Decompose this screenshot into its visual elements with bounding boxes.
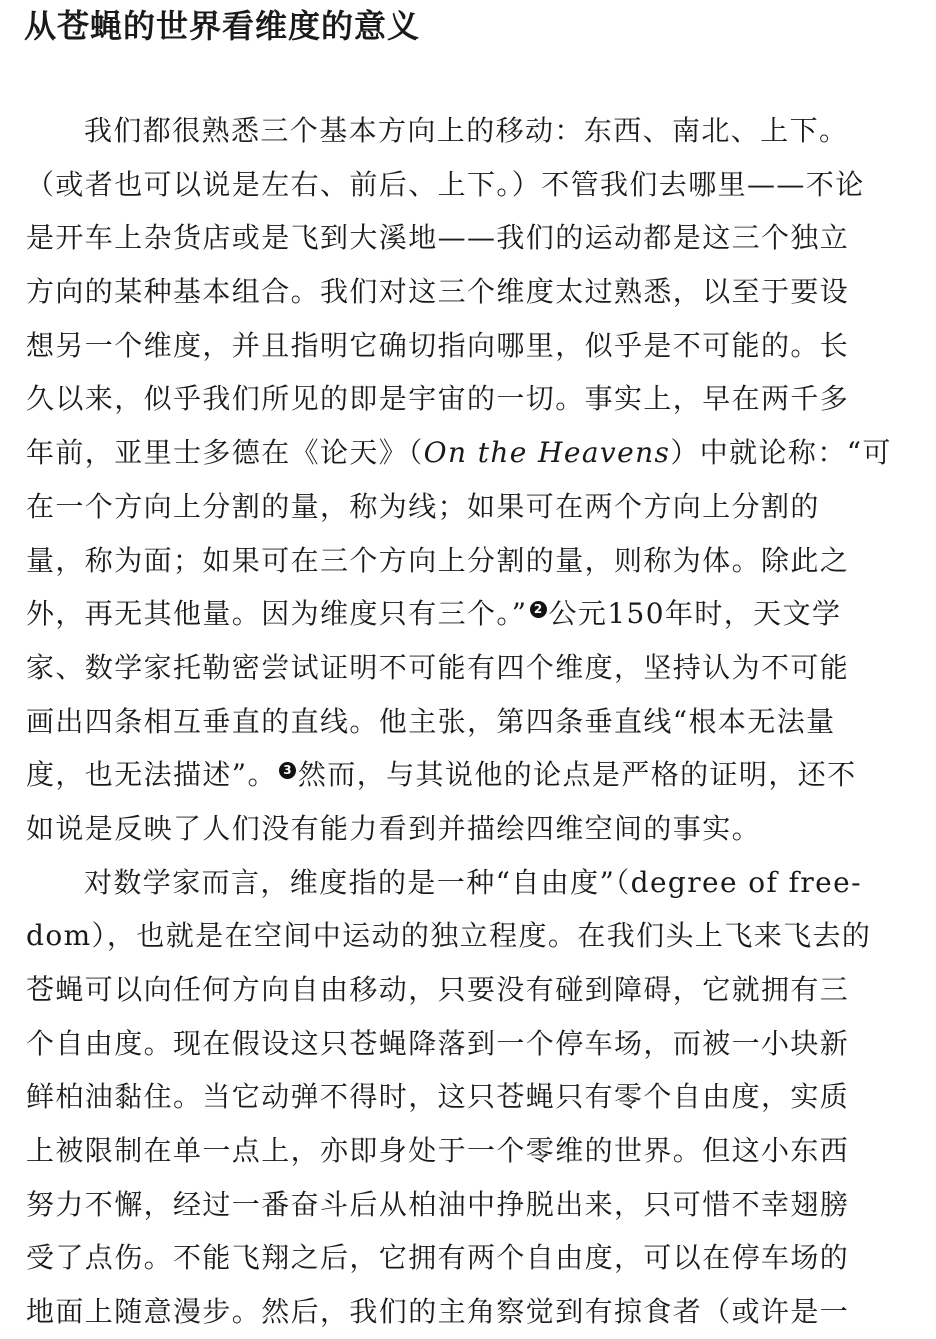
text-segment: ）中就论称：“可 [670, 436, 892, 470]
text-line [26, 426, 906, 480]
text-line [26, 587, 906, 641]
text-line: 我们都很熟悉三个基本方向上的移动：东西、南北、上下。 [84, 114, 849, 147]
text-line: 上被限制在单一点上，亦即身处于一个零维的世界。但这小东西 [26, 1134, 850, 1168]
text-line: 受了点伤。不能飞翔之后，它拥有两个自由度，可以在停车场的 [26, 1241, 850, 1275]
text-line: 鲜柏油黏住。当它动弹不得时，这只苍蝇只有零个自由度，实质 [26, 1080, 850, 1114]
footnote-marker[interactable]: 2 [530, 601, 547, 618]
text-line: 画出四条相互垂直的直线。他主张，第四条垂直线“根本无法量 [26, 704, 836, 738]
text-line: 想另一个维度，并且指明它确切指向哪里，似乎是不可能的。长 [26, 328, 850, 362]
text-line: 方向的某种基本组合。我们对这三个维度太过熟悉，以至于要设 [26, 275, 850, 309]
text-line: 个自由度。现在假设这只苍蝇降落到一个停车场，而被一小块新 [26, 1026, 850, 1060]
text-segment: 外，再无其他量。因为维度只有三个。” [26, 597, 528, 631]
text-line: （或者也可以说是左右、前后、上下。）不管我们去哪里——不论 [26, 167, 865, 201]
text-line: 量，称为面；如果可在三个方向上分割的量，则称为体。除此之 [26, 543, 850, 577]
text-line: dom），也就是在空间中运动的独立程度。在我们头上飞来飞去的 [26, 919, 872, 953]
book-title-italic: On the Heavens [423, 436, 671, 470]
text-line [26, 748, 906, 802]
text-line: 苍蝇可以向任何方向自由移动，只要没有碰到障碍，它就拥有三 [26, 973, 850, 1006]
text-segment: 公元150年时，天文学 [548, 597, 842, 631]
text-line: 家、数学家托勒密尝试证明不可能有四个维度，坚持认为不可能 [26, 650, 850, 684]
text-line: 在一个方向上分割的量，称为线；如果可在两个方向上分割的 [26, 489, 820, 523]
text-line: 努力不懈，经过一番奋斗后从柏油中挣脱出来，只可惜不幸翅膀 [26, 1187, 850, 1221]
body-text [26, 104, 906, 1339]
text-line: 久以来，似乎我们所见的即是宇宙的一切。事实上，早在两千多 [26, 382, 850, 416]
text-line: 对数学家而言，维度指的是一种“自由度”（degree of free- [84, 865, 862, 899]
footnote-marker[interactable]: 3 [279, 762, 296, 779]
text-line: 地面上随意漫步。然后，我们的主角察觉到有掠食者（或许是一 [26, 1295, 850, 1329]
text-line: 是开车上杂货店或是飞到大溪地——我们的运动都是这三个独立 [26, 221, 850, 255]
section-title: 从苍蝇的世界看维度的意义 [24, 7, 421, 45]
text-segment: 然而，与其说他的论点是严格的证明，还不 [297, 758, 857, 792]
text-segment: 度，也无法描述”。 [26, 758, 277, 792]
text-line: 如说是反映了人们没有能力看到并描绘四维空间的事实。 [26, 811, 762, 845]
text-segment: 年前，亚里士多德在《论天》（ [26, 436, 424, 470]
